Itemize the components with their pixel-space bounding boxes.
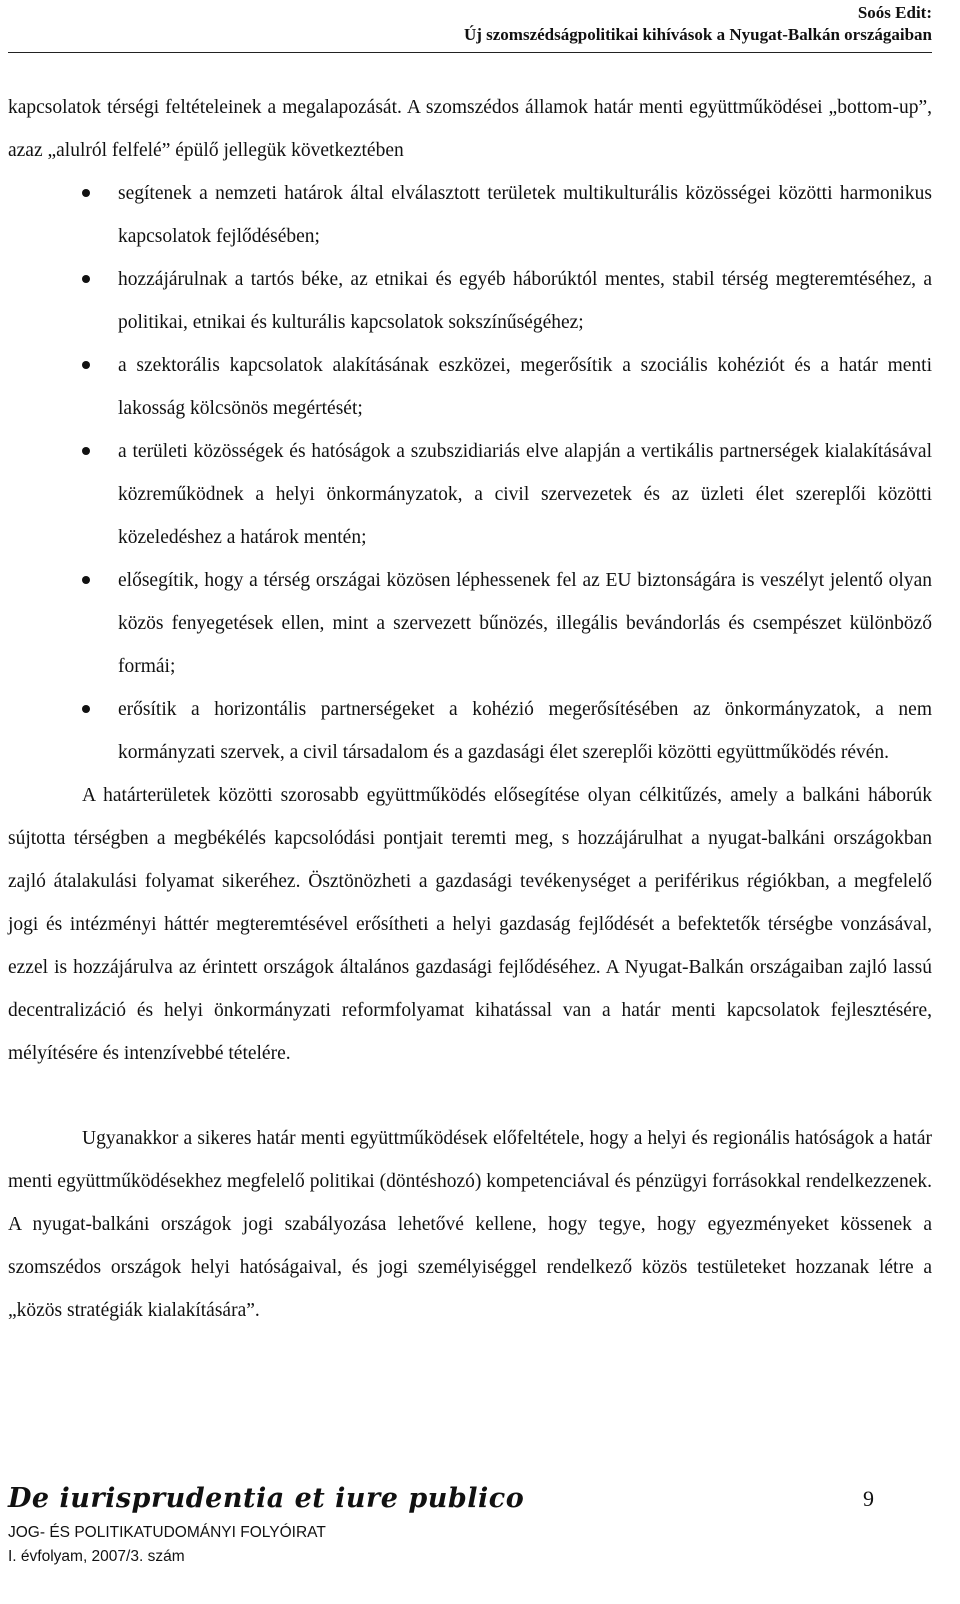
header-divider — [8, 52, 932, 53]
bullet-item — [118, 559, 932, 688]
bullet-text: erősítik a horizontális partnerségeket a kohézió megerősítésében az önkormányzatok, a nem kormányzati szervek, a civil társadalom és a gazdasági élet szereplői közötti együttműködés révén. — [118, 699, 932, 763]
bullet-text: hozzájárulnak a tartós béke, az etnikai és egyéb háborúktól mentes, stabil térség megteremtéséhez, a politikai, etnikai és kulturális kapcsolatok sokszínűségéhez; — [118, 269, 932, 333]
bullet-icon — [82, 189, 90, 197]
bullet-text: segítenek a nemzeti határok által elválasztott területek multikulturális közösségei közötti harmonikus kapcsolatok fejlődésében; — [118, 183, 932, 247]
header-title: Új szomszédságpolitikai kihívások a Nyugat-Balkán országaiban — [463, 25, 932, 44]
bullet-list — [8, 172, 932, 774]
bullet-icon — [82, 705, 90, 713]
running-header — [8, 2, 932, 46]
bullet-text: a szektorális kapcsolatok alakításának eszközei, megerősítik a szociális kohéziót és a határ menti lakosság kölcsönös megértését; — [118, 355, 932, 419]
article-body — [8, 86, 932, 1332]
journal-name: JOG- ÉS POLITIKATUDOMÁNYI FOLYÓIRAT — [8, 1524, 326, 1541]
bullet-item — [118, 430, 932, 559]
bullet-text: elősegítik, hogy a térség országai közösen léphessenek fel az EU biztonságára is veszélyt jelentő olyan közös fenyegetések ellen, mint a szervezett bűnözés, illegális bevándorlás és csempészet különböző formái; — [118, 570, 932, 677]
bullet-item — [118, 258, 932, 344]
body-paragraph-2: Ugyanakkor a sikeres határ menti együttműködések előfeltétele, hogy a helyi és regionális hatóságok a határ menti együttműködésekhez megfelelő politikai (döntéshozó) kompetenciával és pénzügyi forrásokkal rendelkezzenek. A nyugat-balkáni országok jogi szabályozása lehetővé kellene, hogy tegye, hogy egyezményeket kössenek a szomszédos országok helyi hatóságaival, és jogi személyiséggel rendelkező közös testületeket hozzanak létre a „közös stratégiák kialakítására”. — [8, 1128, 932, 1321]
bullet-icon — [82, 576, 90, 584]
bullet-item — [118, 344, 932, 430]
header-author: Soós Edit: — [857, 3, 932, 22]
bullet-item — [118, 172, 932, 258]
journal-brand: De iurisprudentia et iure publico — [8, 1483, 525, 1514]
bullet-item — [118, 688, 932, 774]
page-number: 9 — [863, 1486, 874, 1511]
body-paragraph-1: A határterületek közötti szorosabb együttműködés elősegítése olyan célkitűzés, amely a balkáni háborúk sújtotta térségben a megbékélés kapcsolódási pontjait teremti meg, s hozzájárulhat a nyugat-balkáni országokban zajló átalakulási folyamat sikeréhez. Ösztönözheti a gazdasági tevékenységet a periférikus régiókban, a megfelelő jogi és intézményi háttér megteremtésével erősítheti a helyi gazdaság fejlődését a befektetők térségbe vonzásával, ezzel is hozzájárulva az érintett országok általános gazdasági fejlődéséhez. A Nyugat-Balkán országaiban zajló lassú decentralizáció és helyi önkormányzati reformfolyamat kihatással van a határ menti kapcsolatok fejlesztésére, mélyítésére és intenzívebbé tételére. — [8, 785, 932, 1064]
bullet-icon — [82, 447, 90, 455]
journal-volume: I. évfolyam, 2007/3. szám — [8, 1548, 185, 1565]
paragraph-gap — [8, 1075, 932, 1117]
bullet-icon — [82, 361, 90, 369]
bullet-icon — [82, 275, 90, 283]
bullet-text: a területi közösségek és hatóságok a szubszidiariás elve alapján a vertikális partnerségek kialakításával közreműködnek a helyi önkormányzatok, a civil szervezetek és az üzleti élet szereplői közötti közeledéshez a határok mentén; — [118, 441, 932, 548]
intro-paragraph: kapcsolatok térségi feltételeinek a megalapozását. A szomszédos államok határ menti együttműködései „bottom-up”, azaz „alulról felfelé” épülő jellegük következtében — [8, 97, 932, 161]
